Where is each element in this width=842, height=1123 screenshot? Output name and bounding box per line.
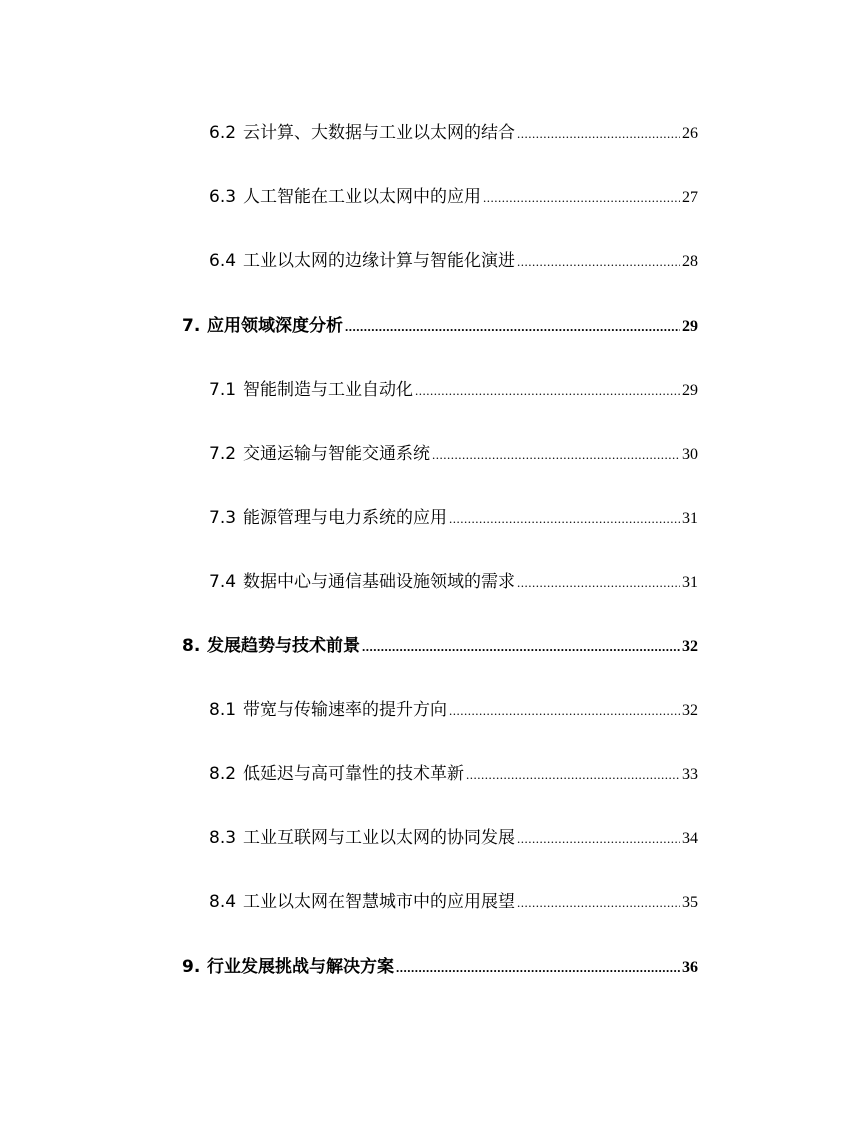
toc-entry-7-3[interactable] <box>209 503 698 528</box>
toc-entry-6-2[interactable] <box>209 118 698 143</box>
dot-leader <box>432 447 680 463</box>
entry-number: 8.1 <box>209 700 237 720</box>
entry-page-number: 28 <box>682 253 698 270</box>
dot-leader <box>396 960 680 976</box>
dot-leader <box>466 767 680 783</box>
dot-leader <box>449 511 680 527</box>
toc-entry-7-1[interactable] <box>209 375 698 400</box>
toc-chapter-8[interactable] <box>182 631 698 656</box>
entry-title: 带宽与传输速率的提升方向 <box>243 700 447 720</box>
dot-leader <box>345 319 680 335</box>
entry-number: 7.1 <box>209 380 237 400</box>
entry-page-number: 36 <box>682 959 698 976</box>
entry-title: 工业互联网与工业以太网的协同发展 <box>243 828 515 848</box>
toc-entry-6-3[interactable] <box>209 182 698 207</box>
entry-number: 7.4 <box>209 572 237 592</box>
entry-page-number: 33 <box>682 766 698 783</box>
toc-entry-8-2[interactable] <box>209 759 698 784</box>
entry-number: 8. <box>182 636 201 656</box>
entry-number: 7. <box>182 316 201 336</box>
dot-leader <box>449 703 680 719</box>
toc-chapter-7[interactable] <box>182 311 698 336</box>
entry-title: 低延迟与高可靠性的技术革新 <box>243 764 464 784</box>
dot-leader <box>483 190 680 206</box>
entry-number: 7.3 <box>209 508 237 528</box>
entry-title: 工业以太网在智慧城市中的应用展望 <box>243 892 515 912</box>
dot-leader <box>415 383 680 399</box>
entry-page-number: 29 <box>682 318 698 335</box>
entry-number: 8.3 <box>209 828 237 848</box>
entry-page-number: 29 <box>682 382 698 399</box>
entry-title: 工业以太网的边缘计算与智能化演进 <box>243 251 515 271</box>
dot-leader <box>517 126 680 142</box>
entry-title: 能源管理与电力系统的应用 <box>243 508 447 528</box>
toc-entry-8-3[interactable] <box>209 823 698 848</box>
entry-title: 发展趋势与技术前景 <box>207 636 360 656</box>
entry-page-number: 32 <box>682 638 698 655</box>
entry-number: 6.2 <box>209 123 237 143</box>
toc-entry-7-4[interactable] <box>209 567 698 592</box>
entry-title: 交通运输与智能交通系统 <box>243 444 430 464</box>
entry-page-number: 26 <box>682 125 698 142</box>
dot-leader <box>362 639 680 655</box>
entry-title: 智能制造与工业自动化 <box>243 380 413 400</box>
entry-number: 9. <box>182 957 201 977</box>
toc-entry-6-4[interactable] <box>209 246 698 271</box>
entry-page-number: 35 <box>682 894 698 911</box>
dot-leader <box>517 895 680 911</box>
entry-page-number: 34 <box>682 830 698 847</box>
entry-number: 8.4 <box>209 892 237 912</box>
entry-title: 应用领域深度分析 <box>207 316 343 336</box>
entry-page-number: 30 <box>682 446 698 463</box>
toc-chapter-9[interactable] <box>182 952 698 977</box>
dot-leader <box>517 831 680 847</box>
entry-page-number: 31 <box>682 510 698 527</box>
entry-page-number: 31 <box>682 574 698 591</box>
entry-page-number: 32 <box>682 702 698 719</box>
entry-title: 数据中心与通信基础设施领域的需求 <box>243 572 515 592</box>
entry-number: 8.2 <box>209 764 237 784</box>
toc-entry-7-2[interactable] <box>209 439 698 464</box>
entry-title: 云计算、大数据与工业以太网的结合 <box>243 123 515 143</box>
dot-leader <box>517 254 680 270</box>
toc-entry-8-1[interactable] <box>209 695 698 720</box>
dot-leader <box>517 575 680 591</box>
entry-page-number: 27 <box>682 189 698 206</box>
entry-number: 6.4 <box>209 251 237 271</box>
entry-number: 6.3 <box>209 187 237 207</box>
entry-number: 7.2 <box>209 444 237 464</box>
entry-title: 行业发展挑战与解决方案 <box>207 957 394 977</box>
entry-title: 人工智能在工业以太网中的应用 <box>243 187 481 207</box>
toc-entry-8-4[interactable] <box>209 887 698 912</box>
